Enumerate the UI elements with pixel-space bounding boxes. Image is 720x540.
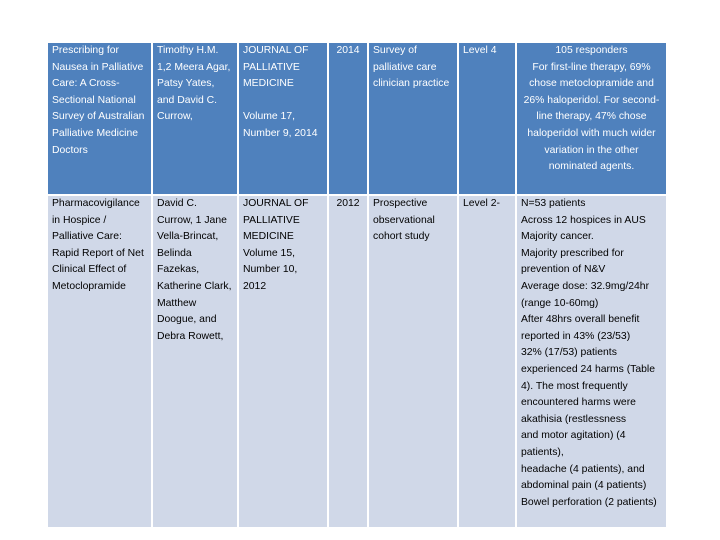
journal-cell: JOURNAL OF PALLIATIVE MEDICINE Volume 15, Number 10, 2012 [237, 194, 327, 527]
study-title-cell: Pharmacovigilance in Hospice / Palliative Care: Rapid Report of Net Clinical Effect of Metoclopramide [48, 194, 151, 527]
study-design-cell: Prospective observational cohort study [367, 194, 457, 527]
journal-cell: JOURNAL OF PALLIATIVE MEDICINE Volume 17, Number 9, 2014 [237, 43, 327, 194]
evidence-level-cell: Level 4 [457, 43, 515, 194]
table-row [48, 43, 666, 194]
evidence-level-cell: Level 2- [457, 194, 515, 527]
findings-cell: N=53 patients Across 12 hospices in AUS Majority cancer. Majority prescribed for prevention of N&V Average dose: 32.9mg/24hr (range 10-60mg) After 48hrs overall benefit reported in 43% (23/53) 32% (17/53) patients experienced 24 harms (Table 4). The most frequently encountered harms were akathisia (restlessness and motor agitation) (4 patients), headache (4 patients), and abdominal pain (4 patients) Bowel perforation (2 patients) [515, 194, 666, 527]
year-cell: 2012 [327, 194, 367, 527]
authors-cell: Timothy H.M. 1,2 Meera Agar, Patsy Yates, and David C. Currow, [151, 43, 237, 194]
findings-cell: 105 responders For first-line therapy, 69% chose metoclopramide and 26% haloperidol. For second- line therapy, 47% chose haloperidol with much wider variation in the other nominated agents. [515, 43, 666, 194]
literature-review-table [48, 43, 666, 527]
authors-cell: David C. Currow, 1 Jane Vella-Brincat, Belinda Fazekas, Katherine Clark, Matthew Doogue, and Debra Rowett, [151, 194, 237, 527]
year-cell: 2014 [327, 43, 367, 194]
study-title-cell: Prescribing for Nausea in Palliative Care: A Cross-Sectional National Survey of Australian Palliative Medicine Doctors [48, 43, 151, 194]
study-design-cell: Survey of palliative care clinician practice [367, 43, 457, 194]
table-row [48, 194, 666, 527]
